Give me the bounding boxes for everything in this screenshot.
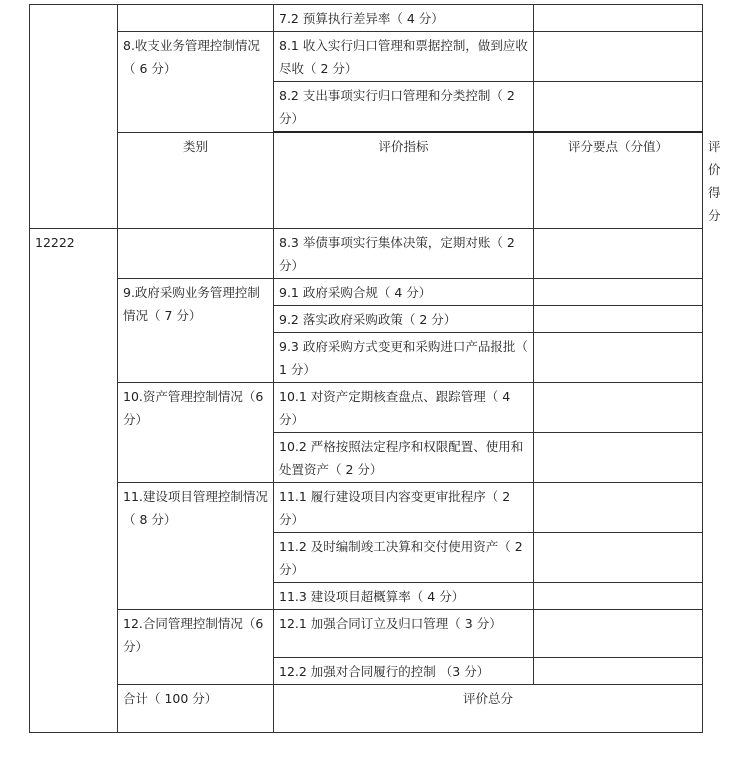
point-cell: 9.1 政府采购合规（ 4 分） — [274, 278, 534, 305]
point-cell: 12.1 加强合同订立及归口管理（ 3 分） — [274, 609, 534, 657]
table-row — [30, 278, 703, 305]
indicator-cell — [118, 5, 274, 32]
score-cell — [534, 609, 703, 657]
category-cell: 12222 — [30, 228, 118, 732]
category-cell — [30, 5, 118, 229]
score-cell — [534, 482, 703, 532]
point-cell: 7.2 预算执行差异率（ 4 分） — [274, 5, 534, 32]
evaluation-table — [29, 4, 721, 733]
header-indicator: 评价指标 — [274, 132, 534, 228]
indicator-cell: 8.收支业务管理控制情况（ 6 分） — [118, 32, 274, 133]
point-cell: 11.1 履行建设项目内容变更审批程序（ 2 分） — [274, 482, 534, 532]
indicator-cell: 11.建设项目管理控制情况（ 8 分） — [118, 482, 274, 609]
point-cell: 11.2 及时编制竣工决算和交付使用资产（ 2 分） — [274, 532, 534, 582]
summary-cell: 评价总分 — [274, 684, 703, 732]
score-cell — [534, 657, 703, 684]
score-cell — [534, 582, 703, 609]
score-cell — [534, 332, 703, 382]
indicator-cell: 12.合同管理控制情况（6 分） — [118, 609, 274, 684]
point-cell: 8.1 收入实行归口管理和票据控制，做到应收尽收（ 2 分） — [274, 32, 534, 82]
score-cell — [534, 532, 703, 582]
point-cell: 10.1 对资产定期核查盘点、跟踪管理（ 4 分） — [274, 382, 534, 432]
score-cell — [534, 5, 703, 32]
point-cell: 11.3 建设项目超概算率（ 4 分） — [274, 582, 534, 609]
table-row — [30, 382, 703, 432]
indicator-cell — [118, 228, 274, 278]
score-cell — [534, 228, 703, 278]
score-cell — [534, 32, 703, 82]
point-cell: 8.2 支出事项实行归口管理和分类控制（ 2 分） — [274, 82, 534, 133]
score-cell — [534, 382, 703, 432]
table-row — [30, 482, 703, 532]
indicator-cell: 9.政府采购业务管理控制情况（ 7 分） — [118, 278, 274, 382]
indicator-cell: 10.资产管理控制情况（6 分） — [118, 382, 274, 482]
header-points: 评分要点（分值） — [534, 132, 703, 228]
score-cell — [534, 432, 703, 482]
score-cell — [534, 305, 703, 332]
footer-row — [30, 684, 703, 732]
header-row: 类别 评价指标 评分要点（分值） 评价得分 — [30, 132, 703, 228]
header-category: 类别 — [118, 132, 274, 228]
table-row — [30, 5, 703, 32]
table-row — [30, 32, 703, 82]
table-row — [30, 228, 703, 278]
point-cell: 8.3 举债事项实行集体决策，定期对账（ 2 分） — [274, 228, 534, 278]
point-cell: 12.2 加强对合同履行的控制 （3 分） — [274, 657, 534, 684]
point-cell: 9.2 落实政府采购政策（ 2 分） — [274, 305, 534, 332]
point-cell: 9.3 政府采购方式变更和采购进口产品报批（ 1 分） — [274, 332, 534, 382]
table-row — [30, 609, 703, 657]
point-cell: 10.2 严格按照法定程序和权限配置、使用和处置资产（ 2 分） — [274, 432, 534, 482]
score-cell — [534, 82, 703, 133]
score-cell — [534, 278, 703, 305]
total-cell: 合计（ 100 分） — [118, 684, 274, 732]
